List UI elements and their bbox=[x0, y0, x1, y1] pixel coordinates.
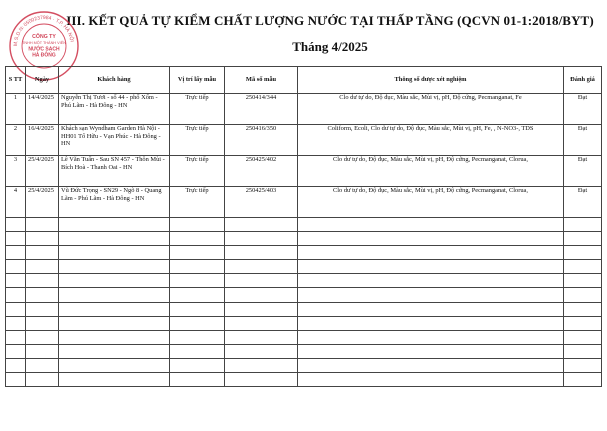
empty-cell bbox=[59, 246, 170, 260]
empty-cell bbox=[298, 316, 564, 330]
row-stt: 4 bbox=[6, 187, 26, 218]
table-row bbox=[6, 288, 602, 302]
empty-cell bbox=[170, 344, 225, 358]
empty-cell bbox=[225, 330, 298, 344]
empty-cell bbox=[225, 358, 298, 372]
empty-cell bbox=[6, 288, 26, 302]
row-code: 250425/402 bbox=[225, 156, 298, 187]
empty-cell bbox=[298, 373, 564, 387]
empty-cell bbox=[225, 373, 298, 387]
row-code: 250425/403 bbox=[225, 187, 298, 218]
col-params-header: Thông số được xét nghiệm bbox=[298, 67, 564, 94]
row-customer: Nguyễn Thị Tươi - số 44 - phố Xốm - Phú Lãm - Hà Đông - HN bbox=[59, 94, 170, 125]
empty-cell bbox=[26, 218, 59, 232]
empty-cell bbox=[225, 288, 298, 302]
empty-cell bbox=[564, 274, 602, 288]
row-code: 250416/350 bbox=[225, 125, 298, 156]
table-row bbox=[6, 218, 602, 232]
row-date: 25/4/2025 bbox=[26, 156, 59, 187]
row-eval: Đạt bbox=[564, 187, 602, 218]
empty-cell bbox=[59, 274, 170, 288]
report-title: III. KẾT QUẢ TỰ KIỂM CHẤT LƯỢNG NƯỚC TẠI THẤP TẦNG (QCVN 01-1:2018/BYT) bbox=[66, 13, 594, 28]
empty-cell bbox=[564, 288, 602, 302]
empty-cell bbox=[59, 373, 170, 387]
svg-text:CÔNG TY: CÔNG TY bbox=[32, 34, 56, 40]
row-params: Clo dư tự do, Độ đục, Màu sắc, Mùi vị, pH, Độ cứng, Pecmanganat, Fe bbox=[298, 94, 564, 125]
row-stt: 3 bbox=[6, 156, 26, 187]
empty-cell bbox=[225, 344, 298, 358]
empty-cell bbox=[6, 232, 26, 246]
empty-cell bbox=[564, 373, 602, 387]
empty-cell bbox=[298, 274, 564, 288]
table-row bbox=[6, 316, 602, 330]
table-row bbox=[6, 246, 602, 260]
row-stt: 1 bbox=[6, 94, 26, 125]
col-code-header: Mã số mẫu bbox=[225, 67, 298, 94]
row-date: 25/4/2025 bbox=[26, 187, 59, 218]
table-row bbox=[6, 187, 602, 218]
empty-cell bbox=[59, 316, 170, 330]
row-params: Clo dư tự do, Độ đục, Màu sắc, Mùi vị, pH, Độ cứng, Pecmanganat, Clorua, bbox=[298, 156, 564, 187]
table-row bbox=[6, 358, 602, 372]
empty-cell bbox=[298, 260, 564, 274]
empty-cell bbox=[6, 260, 26, 274]
empty-cell bbox=[298, 330, 564, 344]
row-code: 250414/344 bbox=[225, 94, 298, 125]
col-stt-header: S TT bbox=[6, 67, 26, 94]
empty-cell bbox=[170, 218, 225, 232]
table-row bbox=[6, 232, 602, 246]
empty-cell bbox=[170, 274, 225, 288]
empty-cell bbox=[225, 274, 298, 288]
table-row bbox=[6, 156, 602, 187]
row-params: Coliform, Ecoli, Clo dư tự do, Độ đục, Màu sắc, Mùi vị, pH, Fe, , N-NO3-, TDS bbox=[298, 125, 564, 156]
empty-cell bbox=[6, 246, 26, 260]
empty-cell bbox=[564, 232, 602, 246]
empty-cell bbox=[564, 358, 602, 372]
empty-cell bbox=[6, 330, 26, 344]
empty-cell bbox=[298, 232, 564, 246]
empty-cell bbox=[298, 344, 564, 358]
water-quality-table bbox=[5, 66, 602, 387]
empty-cell bbox=[6, 344, 26, 358]
empty-cell bbox=[26, 288, 59, 302]
empty-cell bbox=[26, 302, 59, 316]
empty-cell bbox=[298, 358, 564, 372]
empty-cell bbox=[170, 260, 225, 274]
empty-cell bbox=[26, 274, 59, 288]
empty-cell bbox=[225, 302, 298, 316]
table-row bbox=[6, 373, 602, 387]
row-customer: Khách sạn Wyndham Garden Hà Nội - HH01 Tố Hữu - Vạn Phúc - Hà Đông - HN bbox=[59, 125, 170, 156]
svg-text:NƯỚC SẠCH: NƯỚC SẠCH bbox=[28, 46, 60, 53]
empty-cell bbox=[26, 316, 59, 330]
empty-cell bbox=[59, 358, 170, 372]
empty-cell bbox=[59, 288, 170, 302]
empty-cell bbox=[564, 218, 602, 232]
col-date-header: Ngày bbox=[26, 67, 59, 94]
empty-cell bbox=[564, 260, 602, 274]
empty-cell bbox=[170, 246, 225, 260]
empty-cell bbox=[564, 316, 602, 330]
empty-cell bbox=[59, 232, 170, 246]
table-row bbox=[6, 302, 602, 316]
empty-cell bbox=[6, 316, 26, 330]
empty-cell bbox=[170, 316, 225, 330]
empty-cell bbox=[170, 330, 225, 344]
empty-cell bbox=[6, 358, 26, 372]
table-row bbox=[6, 274, 602, 288]
row-location: Trực tiếp bbox=[170, 156, 225, 187]
row-eval: Đạt bbox=[564, 125, 602, 156]
empty-cell bbox=[564, 302, 602, 316]
svg-text:TNHH MỘT THÀNH VIÊN: TNHH MỘT THÀNH VIÊN bbox=[22, 41, 66, 45]
empty-cell bbox=[26, 358, 59, 372]
empty-cell bbox=[6, 274, 26, 288]
row-date: 16/4/2025 bbox=[26, 125, 59, 156]
col-location-header: Vị trí lấy mẫu bbox=[170, 67, 225, 94]
empty-cell bbox=[225, 260, 298, 274]
empty-cell bbox=[170, 358, 225, 372]
empty-cell bbox=[59, 302, 170, 316]
row-params: Clo dư tự do, Độ đục, Màu sắc, Mùi vị, pH, Độ cứng, Pecmanganat, Clorua, bbox=[298, 187, 564, 218]
empty-cell bbox=[26, 232, 59, 246]
row-location: Trực tiếp bbox=[170, 125, 225, 156]
table-row bbox=[6, 330, 602, 344]
empty-cell bbox=[26, 246, 59, 260]
row-stt: 2 bbox=[6, 125, 26, 156]
table-row bbox=[6, 344, 602, 358]
empty-cell bbox=[170, 232, 225, 246]
col-customer-header: Khách hàng bbox=[59, 67, 170, 94]
empty-cell bbox=[6, 373, 26, 387]
empty-cell bbox=[225, 218, 298, 232]
empty-cell bbox=[59, 260, 170, 274]
table-row bbox=[6, 260, 602, 274]
row-eval: Đạt bbox=[564, 156, 602, 187]
empty-cell bbox=[6, 302, 26, 316]
empty-cell bbox=[26, 373, 59, 387]
table-header-row bbox=[6, 67, 602, 94]
table-row bbox=[6, 125, 602, 156]
empty-cell bbox=[6, 218, 26, 232]
row-customer: Lê Văn Tuấn - Sau SN 457 - Thôn Mùi - Bích Hoà - Thanh Oai - HN bbox=[59, 156, 170, 187]
table-row bbox=[6, 94, 602, 125]
empty-cell bbox=[564, 246, 602, 260]
empty-cell bbox=[298, 288, 564, 302]
empty-cell bbox=[225, 232, 298, 246]
empty-cell bbox=[26, 330, 59, 344]
row-date: 14/4/2025 bbox=[26, 94, 59, 125]
empty-cell bbox=[225, 316, 298, 330]
row-location: Trực tiếp bbox=[170, 94, 225, 125]
empty-cell bbox=[564, 330, 602, 344]
empty-cell bbox=[225, 246, 298, 260]
empty-cell bbox=[298, 302, 564, 316]
empty-cell bbox=[298, 246, 564, 260]
row-location: Trực tiếp bbox=[170, 187, 225, 218]
svg-text:HÀ ĐÔNG: HÀ ĐÔNG bbox=[32, 52, 56, 59]
seal-ring-text: M.S.D.N: 0500237984 · T.P. HÀ NỘI bbox=[12, 14, 75, 47]
col-eval-header: Đánh giá bbox=[564, 67, 602, 94]
empty-cell bbox=[564, 344, 602, 358]
empty-cell bbox=[26, 344, 59, 358]
empty-cell bbox=[26, 260, 59, 274]
empty-cell bbox=[170, 373, 225, 387]
empty-cell bbox=[170, 288, 225, 302]
empty-cell bbox=[59, 218, 170, 232]
empty-cell bbox=[298, 218, 564, 232]
row-eval: Đạt bbox=[564, 94, 602, 125]
report-month: Tháng 4/2025 bbox=[292, 39, 368, 54]
empty-cell bbox=[59, 344, 170, 358]
empty-cell bbox=[59, 330, 170, 344]
row-customer: Vũ Đức Trọng - SN29 - Ngõ 8 - Quang Lãm - Phú Lãm - Hà Đông - HN bbox=[59, 187, 170, 218]
empty-cell bbox=[170, 302, 225, 316]
